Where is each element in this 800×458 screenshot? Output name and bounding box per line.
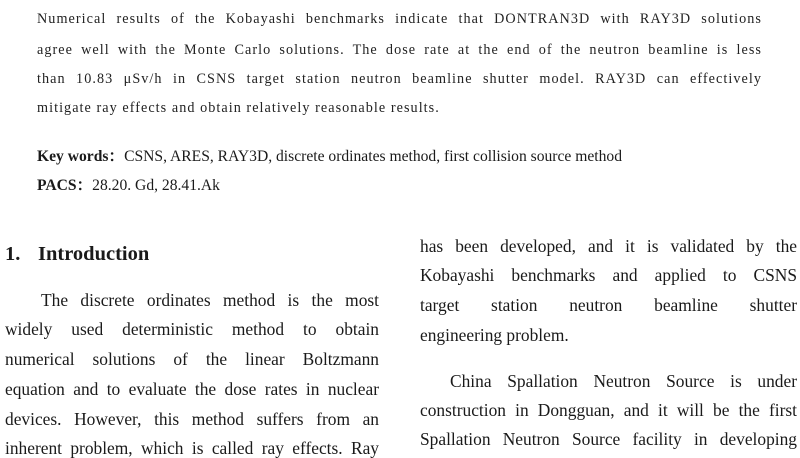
left-column-line: numerical solutions of the linear Boltzmann: [5, 349, 379, 369]
keywords-value: CSNS, ARES, RAY3D, discrete ordinates method, first collision source method: [124, 148, 623, 165]
abstract-line: mitigate ray effects and obtain relatively reasonable results.: [37, 100, 440, 116]
right-column-line: Spallation Neutron Source facility in developing: [420, 429, 797, 449]
section-heading: [5, 242, 149, 266]
left-column-line: The discrete ordinates method is the most: [41, 290, 379, 310]
pacs: [37, 177, 220, 195]
right-column-line: target station neutron beamline shutter: [420, 295, 797, 315]
left-column-line: equation and to evaluate the dose rates in nuclear: [5, 379, 379, 399]
abstract-line: agree well with the Monte Carlo solutions. The dose rate at the end of the neutron beamline is less: [37, 42, 762, 58]
pacs-value: 28.20. Gd, 28.41.Ak: [92, 177, 220, 194]
left-column-line: devices. However, this method suffers from an: [5, 409, 379, 429]
keywords-label: Key words：: [37, 148, 125, 165]
left-column-line: inherent problem, which is called ray effects. Ray: [5, 438, 379, 458]
right-column-line: engineering problem.: [420, 325, 569, 345]
right-column-line: construction in Dongguan, and it will be the first: [420, 400, 797, 420]
keywords: [37, 148, 622, 166]
right-column-line: Kobayashi benchmarks and applied to CSNS: [420, 265, 797, 285]
right-column-line: China Spallation Neutron Source is under: [450, 371, 797, 391]
right-column-line: has been developed, and it is validated by the: [420, 236, 797, 256]
left-column-line: widely used deterministic method to obtain: [5, 319, 379, 339]
section-number: 1.: [5, 243, 21, 265]
abstract-line: than 10.83 μSv/h in CSNS target station neutron beamline shutter model. RAY3D can effectively: [37, 71, 762, 87]
abstract-line: Numerical results of the Kobayashi benchmarks indicate that DONTRAN3D with RAY3D solutions: [37, 11, 762, 27]
section-title: Introduction: [38, 243, 150, 265]
pacs-label: PACS：: [37, 177, 93, 194]
